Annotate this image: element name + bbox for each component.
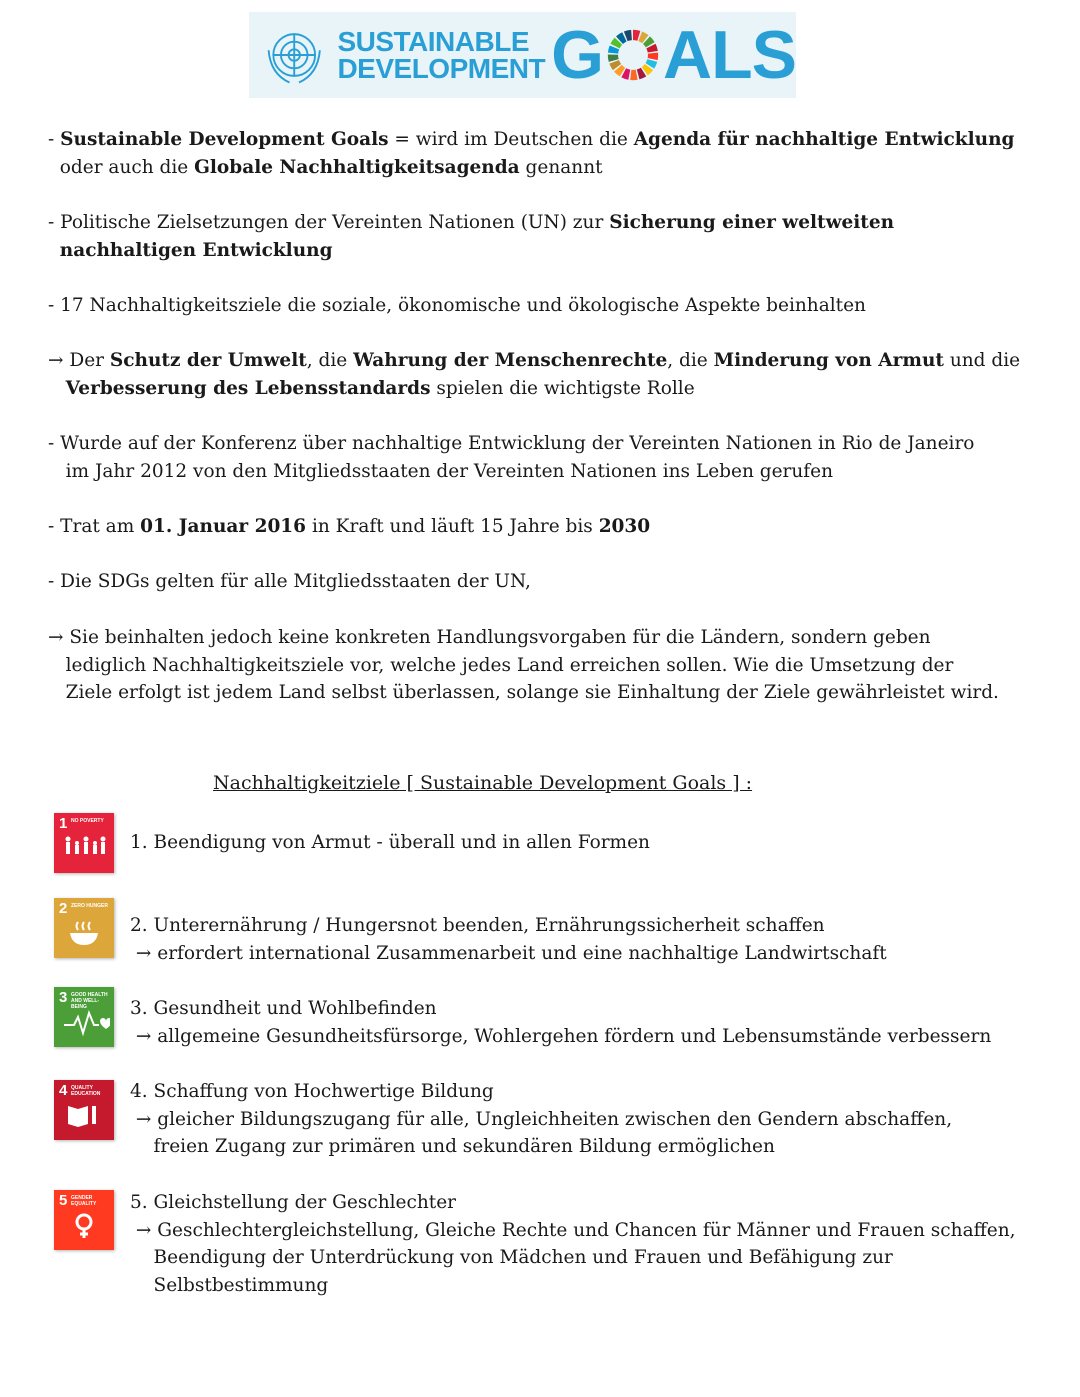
bold-text: Sustainable Development Goals [60,129,389,150]
text: - Wurde auf der Konferenz über nachhaltige Entwicklung der Vereinten Nationen in Rio de Janeiro [48,433,975,454]
logo-text [337,28,545,82]
goal-pictogram-icon [62,920,110,950]
text: im Jahr 2012 von den Mitgliedsstaaten der Vereinten Nationen ins Leben gerufen [48,460,833,482]
text: genannt [519,156,603,178]
bold-text: Wahrung der Menschenrechte [353,350,668,371]
intro-line [48,679,999,707]
bold-text: Sicherung einer weltweiten [609,212,895,233]
text: - Die SDGs gelten für alle Mitgliedsstaaten der UN, [48,571,531,592]
text: , die [667,350,714,371]
intro-line [48,652,953,680]
intro-line [48,126,1015,154]
goal-detail: Beendigung der Unterdrückung von Mädchen und Frauen und Befähigung zur [130,1247,893,1268]
sdg-logo [249,12,796,98]
intro-line [48,375,695,403]
wheel-segment [630,70,637,81]
text: in Kraft und läuft 15 Jahre bis [306,516,599,537]
wheel-segment [608,55,619,62]
goal-title: 2. Unterernährung / Hungersnot beenden, Ernährungssicherheit schaffen [130,915,825,936]
sdg-goal-4-icon [54,1080,114,1140]
intro-line [48,347,1020,375]
goal-pictogram-icon [62,835,110,865]
goal-pictogram-icon [62,1009,110,1039]
goal-number: 1 [59,815,68,832]
goal-number: 3 [59,989,68,1006]
text: - [48,129,61,150]
bold-text: Verbesserung des Lebensstandards [65,377,431,399]
goal-number: 4 [59,1082,68,1099]
goal-number: 5 [59,1192,68,1209]
bold-text: nachhaltigen Entwicklung [59,239,333,261]
bold-text: 01. Januar 2016 [140,516,307,537]
text: lediglich Nachhaltigkeitsziele vor, welche jedes Land erreichen sollen. Wie die Umsetzung der [48,654,954,676]
text: - Politische Zielsetzungen der Vereinten Nationen (UN) zur [48,212,610,233]
goal-detail: → erfordert international Zusammenarbeit und eine nachhaltige Landwirtschaft [130,942,887,964]
goal-number: 2 [59,900,68,917]
goals-heading: Nachhaltigkeitziele [ Sustainable Development Goals ] : [213,772,753,794]
goal-icon-label: NO POVERTY [71,818,104,824]
intro-line [48,624,931,652]
text: oder auch die [48,156,195,178]
bold-text: Schutz der Umwelt [109,350,307,371]
goal-title: 1. Beendigung von Armut - überall und in allen Formen [130,832,650,853]
text: , die [306,350,354,371]
intro-line [48,209,894,237]
goal-icon-label: QUALITY EDUCATION [71,1085,101,1097]
goal-title: 3. Gesundheit und Wohlbefinden [130,998,437,1019]
goal-pictogram-icon [62,1102,110,1132]
text: und die [943,350,1021,371]
logo-line-2: DEVELOPMENT [337,53,546,84]
bold-text: Globale Nachhaltigkeitsagenda [194,156,520,178]
text: = wird im Deutschen die [388,129,634,150]
text: spielen die wichtigste Rolle [430,377,695,399]
logo-goals [551,16,796,94]
goal-detail: → gleicher Bildungszugang für alle, Ungleichheiten zwischen den Gendern abschaffen, [130,1108,953,1130]
goal-icon-label: GENDER EQUALITY [71,1195,97,1207]
bold-text: 2030 [598,516,651,537]
text [48,378,66,399]
sdg-goal-2-icon [54,898,114,958]
goal-detail: freien Zugang zur primären und sekundären Bildung ermöglichen [130,1136,775,1157]
wheel-segment [648,53,659,60]
sdg-goal-1-icon [54,813,114,873]
bold-text: Agenda für nachhaltige Entwicklung [633,129,1015,150]
goal-icon-label: ZERO HUNGER [71,903,108,909]
logo-als: ALS [663,17,796,93]
intro-line [48,237,333,265]
sdg-color-wheel-icon [605,27,661,83]
goal-title: 5. Gleichstellung der Geschlechter [130,1192,457,1213]
goal-icon-label: GOOD HEALTH AND WELL-BEING [71,992,108,1010]
logo-g: G [551,17,603,93]
goal-title: 4. Schaffung von Hochwertige Bildung [130,1081,494,1102]
intro-line [48,154,603,182]
goal-detail: Selbstbestimmung [130,1274,329,1296]
bold-text: Minderung von Armut [713,350,944,371]
goal-detail: → Geschlechtergleichstellung, Gleiche Rechte und Chancen für Männer und Frauen schaffen, [130,1219,1016,1241]
text [48,240,60,261]
logo-line-1: SUSTAINABLE [337,26,529,57]
sdg-goal-5-icon [54,1190,114,1250]
intro-line [48,513,650,541]
text: Ziele erfolgt ist jedem Land selbst überlassen, solange sie Einhaltung der Ziele gewährleistet wird. [48,682,999,703]
intro-line [48,568,531,596]
text: - 17 Nachhaltigkeitsziele die soziale, ökonomische und ökologische Aspekte beinhalten [48,295,866,316]
goal-pictogram-icon [62,1212,110,1242]
text: - Trat am [48,516,141,537]
text: → Sie beinhalten jedoch keine konkreten Handlungsvorgaben für die Ländern, sondern geben [48,627,931,648]
goal-detail: → allgemeine Gesundheitsfürsorge, Wohlergehen fördern und Lebensumstände verbessern [130,1025,992,1047]
intro-line [48,292,866,320]
un-emblem-icon [261,20,327,90]
intro-line [48,458,833,486]
sdg-goal-3-icon [54,987,114,1047]
text: → Der [48,350,110,371]
intro-line [48,430,974,458]
